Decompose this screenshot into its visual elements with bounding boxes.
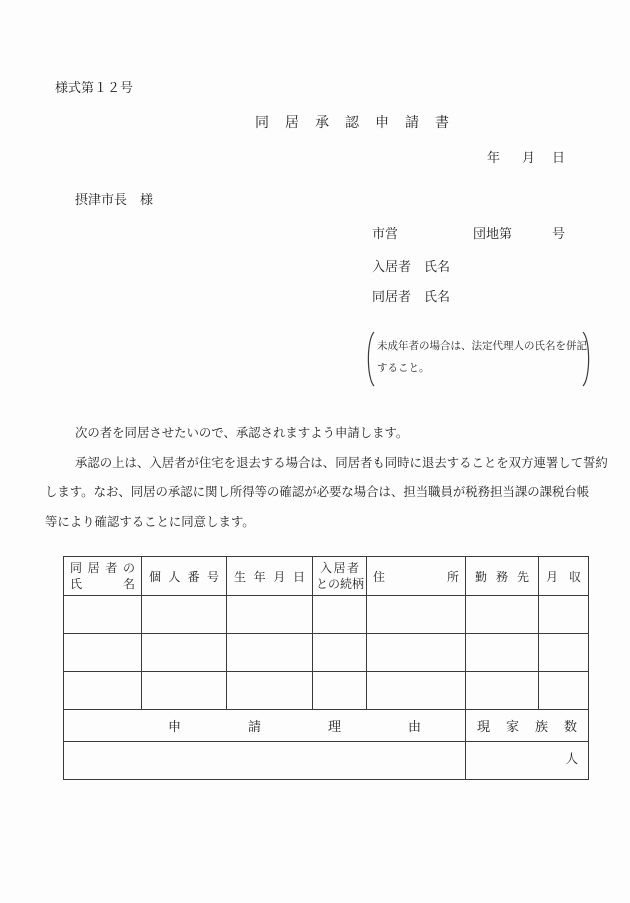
date-year-label: 年	[487, 150, 501, 165]
housing-complex-label: 団地第	[473, 226, 513, 241]
housing-municipal-label: 市営	[372, 226, 399, 241]
body-paragraphs	[45, 419, 608, 538]
header-personal-number: 個 人 番 号	[142, 557, 227, 596]
entry-cell	[313, 634, 367, 672]
entry-cell	[539, 596, 589, 634]
entry-cell	[64, 634, 142, 672]
right-parenthesis-bracket	[581, 331, 593, 392]
table-entry-row	[64, 596, 589, 634]
header-birth-date: 生 年 月 日	[227, 557, 313, 596]
body-line: 次の者を同居させたいので、承認されますよう申請します。	[75, 426, 409, 440]
table-header-row	[64, 557, 589, 596]
entry-cell	[367, 634, 466, 672]
date-day-label: 日	[552, 150, 566, 165]
family-count-entry-cell	[466, 742, 589, 780]
body-line: 等により確認することに同意します。	[45, 515, 255, 530]
housing-number-label: 号	[552, 226, 566, 241]
entry-cell	[64, 672, 142, 710]
reason-header-row	[64, 710, 589, 742]
minor-note	[377, 336, 585, 379]
cohabitant-name-label: 同居者 氏名	[372, 289, 451, 304]
entry-cell	[64, 596, 142, 634]
body-line: 承認の上は、入居者が住宅を退去する場合は、同居者も同時に退去することを双方連署して誓約	[75, 455, 608, 470]
entry-cell	[539, 634, 589, 672]
entry-cell	[227, 672, 313, 710]
header-workplace: 勤 務 先	[466, 557, 539, 596]
entry-cell	[227, 634, 313, 672]
table-entry-row	[64, 634, 589, 672]
header-relationship: 入 居 者 と の 続 柄	[313, 557, 367, 596]
header-cohabitant-name: 同 居 者 の 氏 名	[64, 557, 142, 596]
entry-cell	[367, 672, 466, 710]
header-monthly-income: 月 収	[539, 557, 589, 596]
entry-cell	[466, 672, 539, 710]
entry-cell	[142, 672, 227, 710]
entry-cell	[466, 596, 539, 634]
entry-cell	[466, 634, 539, 672]
resident-name-label: 入居者 氏名	[372, 259, 451, 274]
entry-cell	[142, 596, 227, 634]
form-number: 様式第１２号	[55, 80, 134, 95]
entry-cell	[367, 596, 466, 634]
reason-entry-cell	[64, 742, 466, 780]
entry-cell	[313, 672, 367, 710]
entry-cell	[539, 672, 589, 710]
person-unit-label: 人	[565, 752, 578, 766]
page-title: 同居承認申請書	[255, 116, 465, 131]
table-entry-row	[64, 672, 589, 710]
minor-note-line1: 未成年者の場合は、法定代理人の氏名を併記	[377, 341, 587, 352]
minor-note-line2: すること。	[377, 362, 430, 374]
body-line: します。なお、同居の承認に関し所得等の確認が必要な場合は、担当職員が税務担当課の課税台帳	[45, 485, 590, 500]
family-count-label-cell: 現 家 族 数	[466, 710, 589, 742]
date-month-label: 月	[522, 150, 536, 165]
recipient-line: 摂津市長 様	[75, 192, 154, 207]
entry-cell	[142, 634, 227, 672]
reason-entry-row	[64, 742, 589, 780]
reason-label-cell: 申 請 理 由	[64, 710, 466, 742]
cohabitant-table	[63, 556, 589, 780]
entry-cell	[313, 596, 367, 634]
left-parenthesis-bracket	[364, 331, 376, 392]
entry-cell	[227, 596, 313, 634]
header-address: 住 所	[367, 557, 466, 596]
